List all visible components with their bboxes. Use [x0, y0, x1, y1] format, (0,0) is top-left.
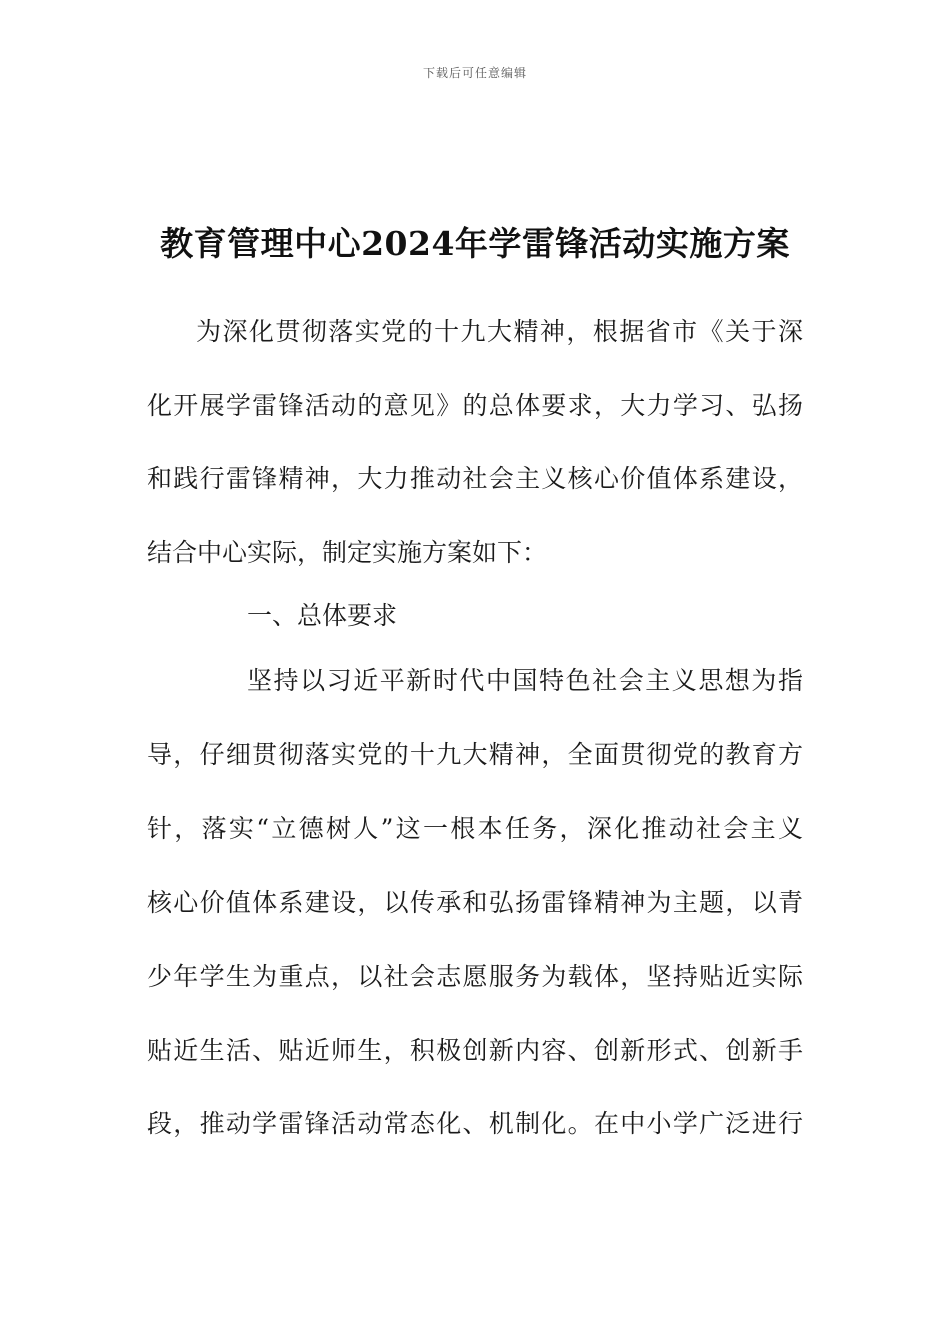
paragraph-line: 导，仔细贯彻落实党的十九大精神，全面贯彻党的教育方	[147, 740, 803, 769]
document-title: 教育管理中心2024年学雷锋活动实施方案	[160, 224, 790, 263]
header-note: 下载后可任意编辑	[422, 66, 527, 80]
paragraph-line: 坚持以习近平新时代中国特色社会主义思想为指	[247, 666, 803, 695]
paragraph-line: 化开展学雷锋活动的意见》的总体要求，大力学习、弘扬	[147, 391, 803, 420]
paragraph-line: 为深化贯彻落实党的十九大精神，根据省市《关于深	[196, 317, 803, 346]
paragraph-line: 少年学生为重点，以社会志愿服务为载体，坚持贴近实际	[147, 962, 803, 991]
section-heading: 一、总体要求	[247, 601, 398, 630]
paragraph-line: 和践行雷锋精神，大力推动社会主义核心价值体系建设，	[147, 464, 803, 493]
paragraph-line: 针，落实“立德树人”这一根本任务，深化推动社会主义	[147, 814, 803, 843]
paragraph-line: 段，推动学雷锋活动常态化、机制化。在中小学广泛进行	[147, 1109, 803, 1138]
paragraph-line: 结合中心实际，制定实施方案如下：	[147, 538, 548, 567]
paragraph-line: 核心价值体系建设，以传承和弘扬雷锋精神为主题，以青	[147, 888, 803, 917]
paragraph-line: 贴近生活、贴近师生，积极创新内容、创新形式、创新手	[147, 1036, 803, 1065]
